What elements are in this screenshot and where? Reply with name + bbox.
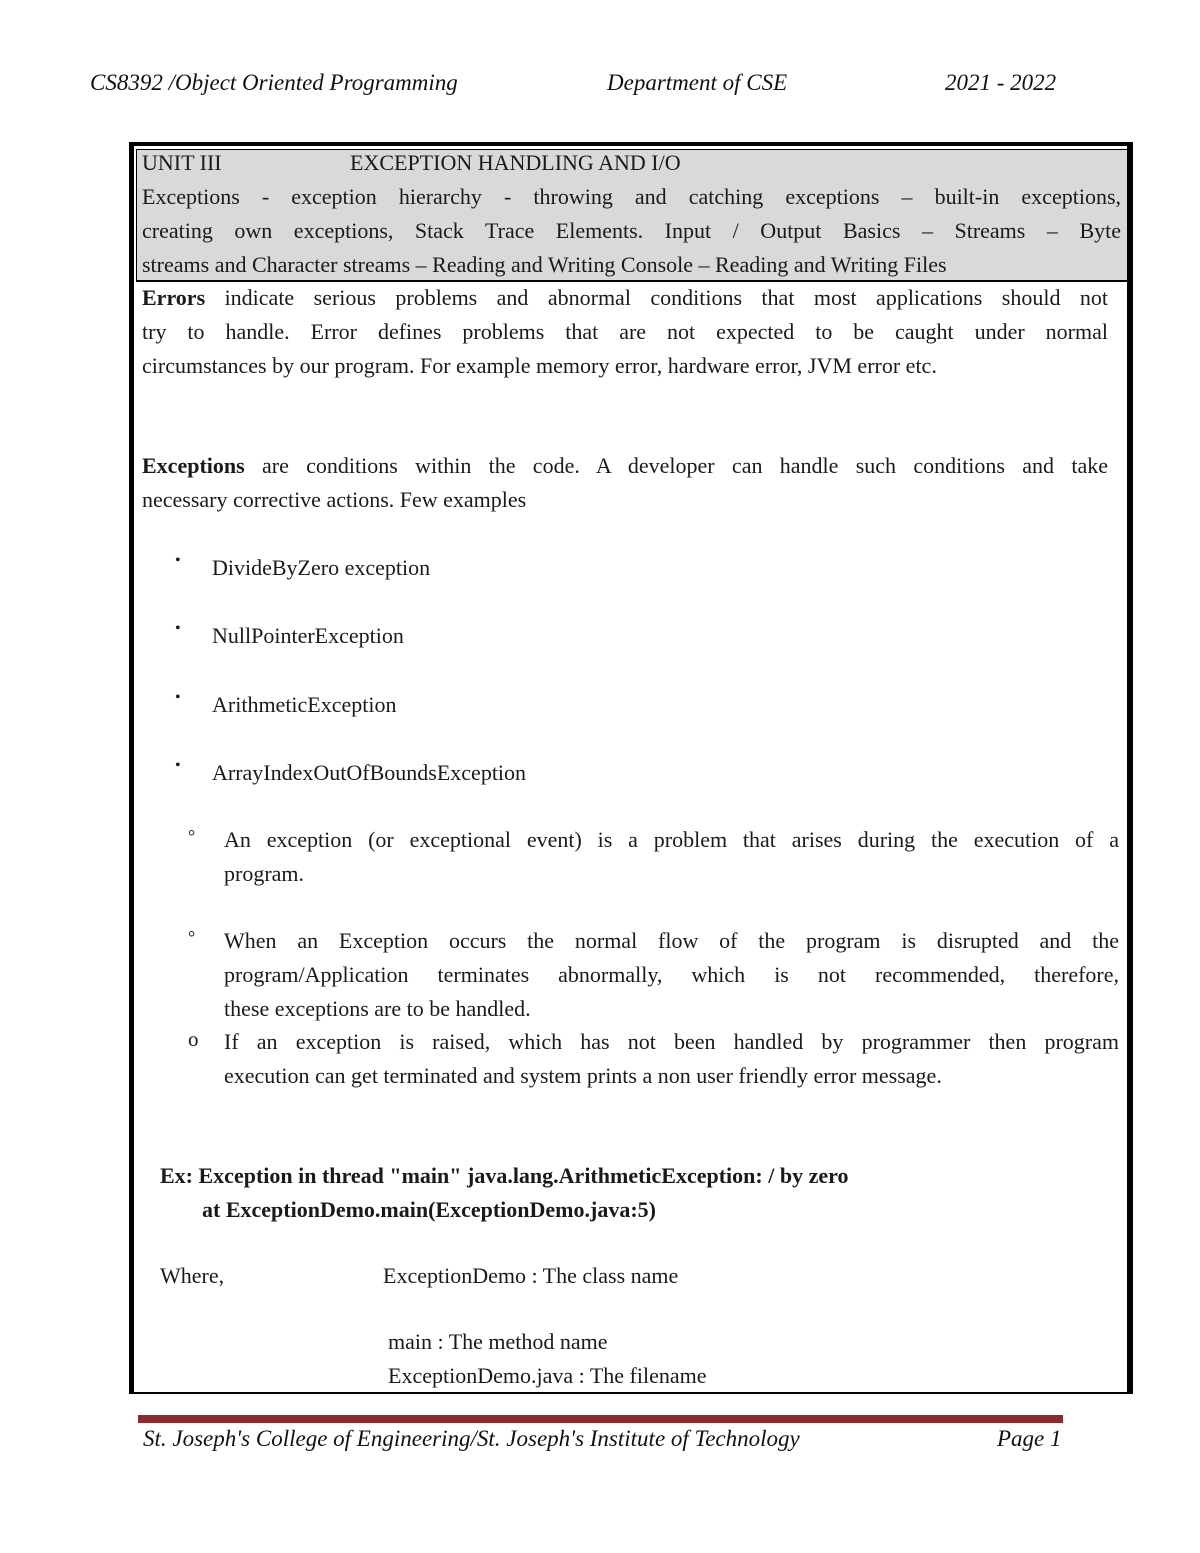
errors-line: try to handle. Error defines problems that are not expected to be caught under normal (142, 319, 1108, 344)
header-year: 2021 - 2022 (945, 70, 1057, 95)
point-line: execution can get terminated and system prints a non user friendly error message. (224, 1063, 942, 1088)
unit-desc-line: creating own exceptions, Stack Trace Elements. Input / Output Basics – Streams – Byte (142, 218, 1121, 243)
unit-description (142, 180, 1121, 282)
where-definition: ExceptionDemo : The class name (383, 1263, 679, 1288)
example-item: ArrayIndexOutOfBoundsException (212, 760, 527, 785)
point-item (224, 1025, 1119, 1093)
example-item: ArithmeticException (212, 692, 397, 717)
circle-bullet-icon: ° (188, 826, 196, 846)
unit-desc-line: streams and Character streams – Reading and Writing Console – Reading and Writing Files (142, 252, 947, 277)
header-department: Department of CSE (607, 70, 788, 95)
where-definition: ExceptionDemo.java : The filename (388, 1363, 707, 1388)
example-item: NullPointerException (212, 623, 404, 648)
header-course: CS8392 /Object Oriented Programming (90, 70, 458, 95)
point-line: An exception (or exceptional event) is a problem that arises during the execution of a (224, 827, 1119, 852)
point-line: If an exception is raised, which has not been handled by programmer then program (224, 1029, 1119, 1054)
bullet-icon: • (175, 552, 181, 569)
bullet-icon: • (175, 689, 181, 706)
where-definition: main : The method name (388, 1329, 608, 1354)
unit-desc-line: Exceptions - exception hierarchy - throwing and catching exceptions – built-in exceptions, (142, 184, 1121, 209)
footer-page-number: Page 1 (997, 1426, 1062, 1451)
o-bullet-icon: o (188, 1027, 199, 1051)
example-trace-line: Ex: Exception in thread "main" java.lang.ArithmeticException: / by zero (160, 1163, 849, 1188)
exceptions-term: Exceptions (142, 453, 245, 478)
footer-college: St. Joseph's College of Engineering/St. Joseph's Institute of Technology (143, 1426, 800, 1451)
point-line: program/Application terminates abnormally, which is not recommended, therefore, (224, 962, 1119, 987)
where-label: Where, (160, 1263, 225, 1288)
point-line: these exceptions are to be handled. (224, 996, 531, 1021)
unit-label: UNIT III (142, 150, 222, 175)
errors-paragraph (142, 281, 1108, 383)
errors-line: indicate serious problems and abnormal conditions that most applications should not (205, 285, 1108, 310)
point-line: When an Exception occurs the normal flow of the program is disrupted and the (224, 928, 1119, 953)
point-item (224, 823, 1119, 891)
errors-line: circumstances by our program. For example memory error, hardware error, JVM error etc. (142, 353, 937, 378)
bullet-icon: • (175, 757, 181, 774)
point-line: program. (224, 861, 305, 886)
exceptions-line: are conditions within the code. A developer can handle such conditions and take (244, 453, 1108, 478)
footer-rule (138, 1415, 1063, 1423)
exceptions-paragraph (142, 449, 1108, 517)
point-item (224, 924, 1119, 1026)
bullet-icon: • (175, 620, 181, 637)
unit-title: EXCEPTION HANDLING AND I/O (350, 150, 681, 175)
exceptions-line: necessary corrective actions. Few examples (142, 487, 527, 512)
circle-bullet-icon: ° (188, 927, 196, 947)
example-item: DivideByZero exception (212, 555, 431, 580)
errors-term: Errors (142, 285, 206, 310)
example-trace-line: at ExceptionDemo.main(ExceptionDemo.java:5) (202, 1197, 656, 1222)
